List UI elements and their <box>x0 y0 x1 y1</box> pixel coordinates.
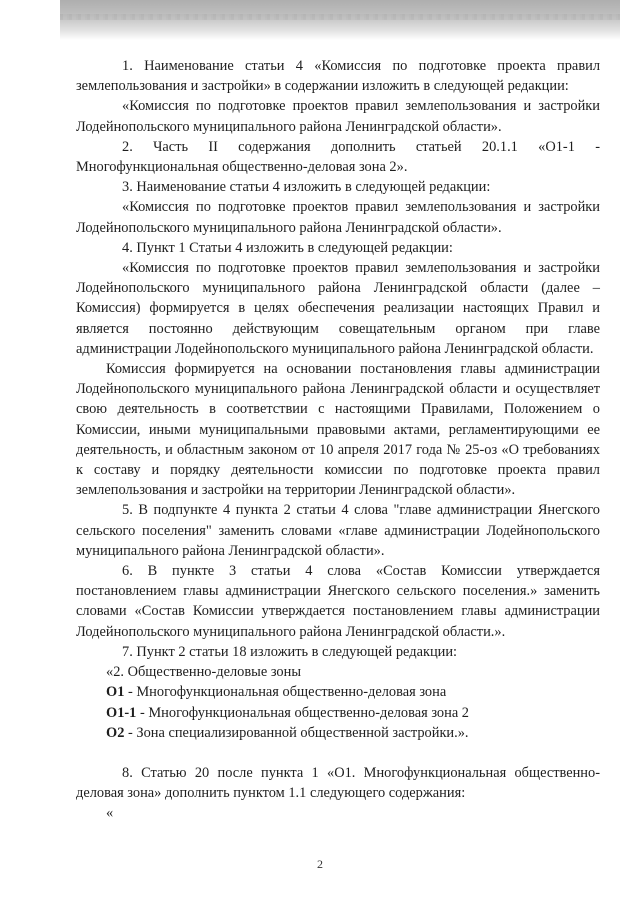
paragraph-4-quote-2: Комиссия формируется на основании постановления главы администрации Лодейнопольского муниципального района Ленинградской области и осуществляет свою деятельность в соответствии с настоящими Правилами, Положением о Комиссии, иными муниципальными правовыми актами, регламентирующими ее деятельность, и областным законом от 10 апреля 2017 года № 25-оз «О требованиях к составу и порядку деятельности комиссии по подготовке проекта правил землепользования и застройки на территории Ленинградской области». <box>76 361 600 499</box>
zone-item <box>76 703 600 723</box>
scan-header-artifact <box>60 14 620 20</box>
paragraph-3-quote: «Комиссия по подготовке проектов правил землепользования и застройки Лодейнопольского муниципального района Ленинградской области». <box>76 199 600 236</box>
paragraph-7: 7. Пункт 2 статьи 18 изложить в следующей редакции: <box>122 643 458 660</box>
zones-heading: «2. Общественно-деловые зоны <box>106 664 301 681</box>
paragraph-4: 4. Пункт 1 Статьи 4 изложить в следующей редакции: <box>122 239 453 256</box>
zone-description: - Зона специализированной общественной застройки.». <box>124 724 469 741</box>
scan-header-shadow <box>60 0 620 40</box>
paragraph-1: 1. Наименование статьи 4 «Комиссия по подготовке проекта правил землепользования и застройки» в содержании изложить в следующей редакции: <box>76 58 600 95</box>
paragraph-spacer <box>76 743 600 763</box>
zone-description: - Многофункциональная общественно-деловая зона 2 <box>136 704 470 721</box>
zone-item <box>76 723 600 743</box>
paragraph-1-quote: «Комиссия по подготовке проектов правил землепользования и застройки Лодейнопольского муниципального района Ленинградской области». <box>76 98 600 135</box>
zone-item <box>76 682 600 702</box>
document-body <box>76 56 600 824</box>
zone-code: О1 <box>106 684 125 701</box>
paragraph-6: 6. В пункте 3 статьи 4 слова «Состав Комиссии утверждается постановлением главы администрации Янегского сельского поселения.» заменить словами «Состав Комиссии утверждается постановлением главы администрации Лодейнопольского муниципального района Ленинградской области.». <box>76 563 600 640</box>
paragraph-3: 3. Наименование статьи 4 изложить в следующей редакции: <box>122 179 491 196</box>
zone-description: - Многофункциональная общественно-деловая зона <box>124 684 447 701</box>
zone-code: О1-1 <box>106 704 137 721</box>
paragraph-5: 5. В подпункте 4 пункта 2 статьи 4 слова "главе администрации Янегского сельского поселения" заменить словами «главе администрации Лодейнопольского муниципального района Ленинградской области». <box>76 502 600 559</box>
paragraph-4-quote-1: «Комиссия по подготовке проектов правил землепользования и застройки Лодейнопольского муниципального района Ленинградской области (далее – Комиссия) формируется в целях обеспечения реализации настоящих Правил и является постоянно действующим совещательным органом при главе администрации Лодейнопольского муниципального района Ленинградской области. <box>76 260 600 357</box>
paragraph-8: 8. Статью 20 после пункта 1 «О1. Многофункциональная общественно-деловая зона» дополнить пунктом 1.1 следующего содержания: <box>76 764 600 802</box>
page-number: 2 <box>317 857 323 871</box>
paragraph-2: 2. Часть II содержания дополнить статьей 20.1.1 «О1-1 - Многофункциональная общественно-деловая зона 2». <box>76 138 600 176</box>
zone-code: О2 <box>106 724 125 741</box>
paragraph-8-open-quote: « <box>106 805 114 822</box>
